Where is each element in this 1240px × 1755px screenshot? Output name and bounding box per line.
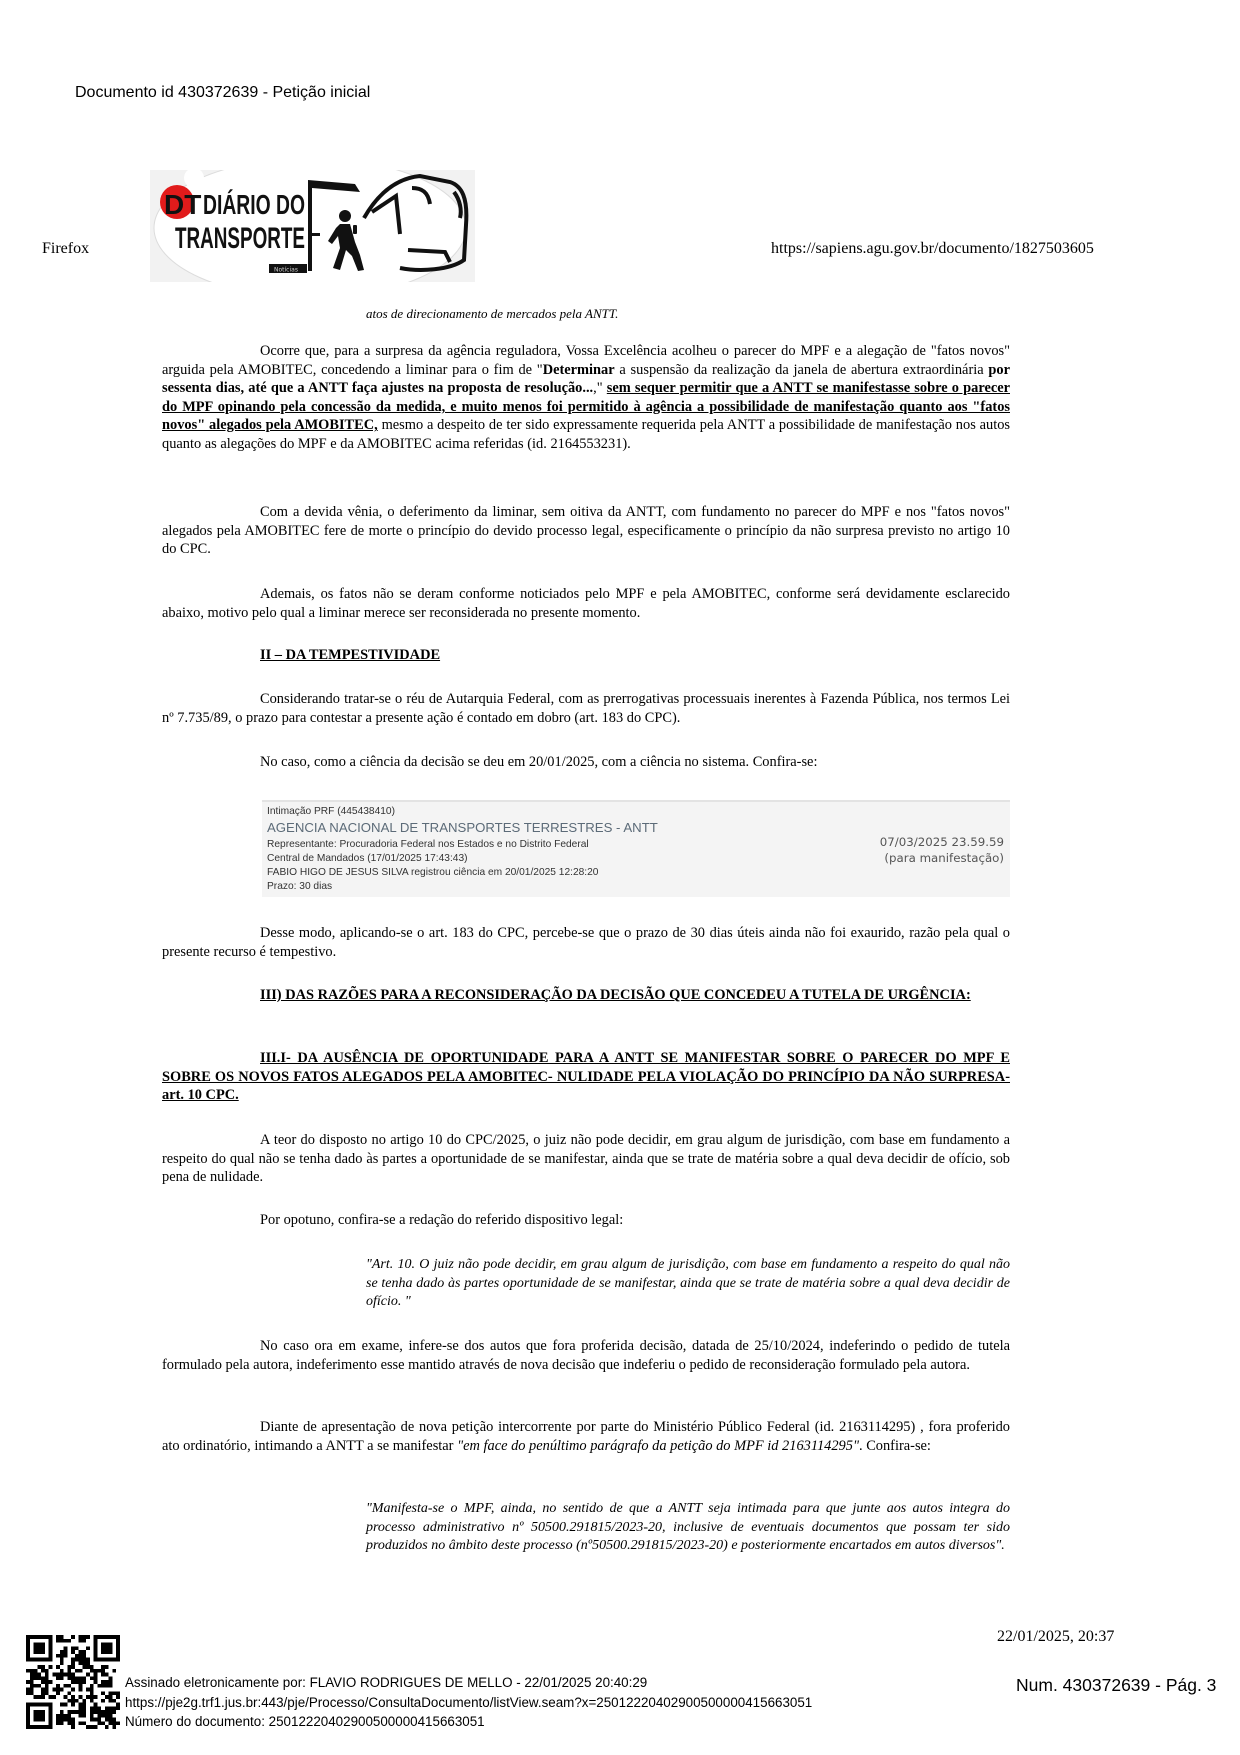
heading-iii-text: III) DAS RAZÕES PARA A RECONSIDERAÇÃO DA DECISÃO QUE CONCEDEU A TUTELA DE URGÊNCIA: (260, 987, 971, 1003)
p8-text: Por opotuno, confira-se a redação do referido dispositivo legal: (260, 1212, 624, 1228)
paragraph-10 (162, 1418, 1010, 1455)
qr-code-icon[interactable] (26, 1635, 120, 1729)
intimacao-deadline-note: (para manifestação) (884, 851, 1004, 865)
paragraph-3 (162, 585, 1010, 622)
intimacao-representante: Representante: Procuradoria Federal nos Estados e no Distrito Federal (267, 839, 589, 850)
p10-text-1: Diante de apresentação de nova petição intercorrente por parte do Ministério Público Federal (id. 2163114295) , fora proferido ato ordinatório, intimando a ANTT a se manifestar (162, 1419, 1010, 1454)
paragraph-9 (162, 1337, 1010, 1374)
intimacao-title: Intimação PRF (445438410) (267, 806, 395, 817)
heading-tempestividade (162, 646, 1010, 665)
logo-mark: DT (164, 189, 202, 220)
paragraph-2 (162, 503, 1010, 559)
diario-do-transporte-logo (150, 170, 475, 282)
heading-razoes (162, 986, 1010, 1005)
p1-text-1: Ocorre que, para a surpresa da agência reguladora, Vossa Excelência acolheu o parecer do MPF e a alegação de "fatos novos" arguida pela AMOBITEC, concedendo a liminar para o fim de " (162, 343, 1010, 378)
heading-iii-i-text: III.I- DA AUSÊNCIA DE OPORTUNIDADE PARA A ANTT SE MANIFESTAR SOBRE O PARECER DO MPF E SOBRE OS NOVOS FATOS ALEGADOS PELA AMOBITEC- NULIDADE PELA VIOLAÇÃO DO PRINCÍPIO DA NÃO SURPRESA- art. 10 CPC. (162, 1050, 1010, 1104)
quote-mpf: "Manifesta-se o MPF, ainda, no sentido de que a ANTT seja intimada para que junte aos autos integra do processo administrativo nº 50500.291815/2023-20, inclusive de eventuais documentos que possam ter sido produzidos no âmbito deste processo (nº50500.291815/2023-20) e posteriormente encartados em autos diversos". (366, 1501, 1010, 1554)
p5-text: No caso, como a ciência da decisão se deu em 20/01/2025, com a ciência no sistema. Confira-se: (260, 754, 818, 770)
page-number: Num. 430372639 - Pág. 3 (1016, 1675, 1217, 1695)
intimacao-screenshot (262, 800, 1010, 897)
p9-text: No caso ora em exame, infere-se dos autos que fora proferida decisão, datada de 25/10/2024, indeferindo o pedido de tutela formulado pela autora, indeferimento esse mantido através de nova decisão que indeferiu o pedido de reconsideração formulado pela autora. (162, 1338, 1010, 1373)
p4-text: Considerando tratar-se o réu de Autarquia Federal, com as prerrogativas processuais inerentes à Fazenda Pública, nos termos Lei nº 7.735/89, o prazo para contestar a presente ação é contado em dobro (art. 183 do CPC). (162, 691, 1010, 726)
paragraph-4 (162, 690, 1010, 727)
document-title: Documento id 430372639 - Petição inicial (75, 84, 371, 101)
p1-bold-1: Determinar (542, 361, 615, 378)
p1-bold-2: por sessenta dias, até que a ANTT faça ajustes na proposta de resolução... (162, 361, 1010, 397)
signature-block (125, 1673, 812, 1732)
source-url[interactable]: https://sapiens.agu.gov.br/documento/1827503605 (771, 240, 1094, 257)
previous-page-caption: atos de direcionamento de mercados pela ANTT. (366, 306, 619, 321)
p1-text-4: mesmo a despeito de ter sido expressamente requerida pela ANTT a possibilidade de manifestação nos autos quanto as alegações do MPF e da AMOBITEC acima referidas (id. 2164553231). (162, 417, 1010, 452)
heading-ausencia-oportunidade (162, 1049, 1010, 1105)
print-date: 22/01/2025, 20:37 (997, 1628, 1115, 1645)
intimacao-agency: AGENCIA NACIONAL DE TRANSPORTES TERRESTRES - ANTT (267, 820, 658, 835)
intimacao-central: Central de Mandados (17/01/2025 17:43:43) (267, 853, 468, 864)
p2-text: Com a devida vênia, o deferimento da liminar, sem oitiva da ANTT, com fundamento no parecer do MPF e nos "fatos novos" alegados pela AMOBITEC fere de morte o princípio do devido processo legal, especificamente o princípio da não surpresa previsto no artigo 10 do CPC. (162, 504, 1010, 558)
p7-text: A teor do disposto no artigo 10 do CPC/2025, o juiz não pode decidir, em grau algum de jurisdição, com base em fundamento a respeito do qual não se tenha dado às partes a oportunidade de se manifestar, ainda que se trate de matéria sobre a qual deva decidir de ofício, sob pena de nulidade. (162, 1132, 1010, 1186)
logo-tagline: Notícias (274, 266, 298, 274)
logo-line-2: TRANSPORTE (175, 222, 305, 255)
p1-bold-underlined: sem sequer permitir que a ANTT se manifestasse sobre o parecer do MPF opinando pela concessão da medida, e muito menos foi permitido à agência a possibilidade de manifestação quanto aos "fatos novos" alegados pela AMOBITEC, (162, 380, 1010, 434)
intimacao-deadline: 07/03/2025 23.59.59 (879, 835, 1004, 849)
paragraph-6 (162, 924, 1010, 961)
intimacao-prazo: Prazo: 30 dias (267, 881, 333, 892)
p3-text: Ademais, os fatos não se deram conforme noticiados pelo MPF e pela AMOBITEC, conforme será devidamente esclarecido abaixo, motivo pelo qual a liminar merece ser reconsiderada no presente momento. (162, 586, 1010, 621)
paragraph-1 (162, 342, 1010, 454)
heading-ii-text: II – DA TEMPESTIVIDADE (260, 647, 441, 663)
quote-art-10: "Art. 10. O juiz não pode decidir, em grau algum de jurisdição, com base em fundamento a respeito do qual não se tenha dado às partes oportunidade de se manifestar, ainda que se trate de matéria sobre a qual deva decidir de ofício. " (366, 1257, 1010, 1310)
verify-url[interactable]: https://pje2g.trf1.jus.br:443/pje/Processo/ConsultaDocumento/listView.seam?x=25012220402900500000415663051 (125, 1694, 813, 1710)
intimacao-ciencia: FABIO HIGO DE JESUS SILVA registrou ciência em 20/01/2025 12:28:20 (267, 867, 599, 878)
logo-graphic (150, 170, 475, 282)
paragraph-7 (162, 1131, 1010, 1187)
p1-text-2: a suspensão da realização da janela de abertura extraordinária (614, 361, 989, 378)
p10-italic: "em face do penúltimo parágrafo da petição do MPF id 2163114295" (457, 1437, 859, 1454)
document-number: Número do documento: 25012220402900500000415663051 (125, 1714, 485, 1729)
paragraph-8 (162, 1211, 1010, 1230)
paragraph-5 (162, 753, 1010, 772)
browser-name: Firefox (42, 240, 90, 257)
p6-text: Desse modo, aplicando-se o art. 183 do CPC, percebe-se que o prazo de 30 dias úteis ainda não foi exaurido, razão pela qual o presente recurso é tempestivo. (162, 925, 1010, 960)
p10-text-2: . Confira-se: (859, 1437, 931, 1454)
signed-by: Assinado eletronicamente por: FLAVIO RODRIGUES DE MELLO - 22/01/2025 20:40:29 (125, 1675, 648, 1690)
logo-line-1: DIÁRIO DO (203, 189, 305, 220)
p1-text-3: ," (593, 380, 607, 397)
